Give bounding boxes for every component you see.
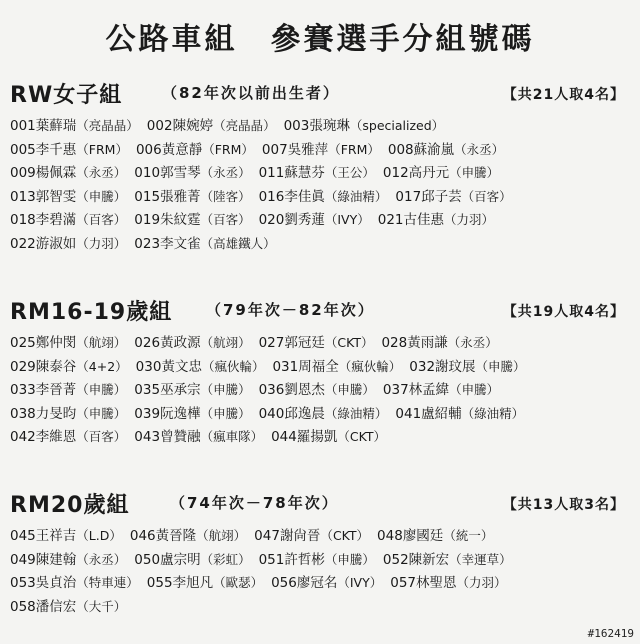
- athlete-entry: [259, 548, 375, 568]
- section-rm20: [10, 488, 635, 618]
- entry-row: [10, 138, 635, 162]
- team-name: （瘋伙輪）: [338, 358, 402, 374]
- race-number: 033: [10, 382, 36, 398]
- race-number: 021: [377, 212, 404, 228]
- team-name: （4+2）: [76, 358, 128, 374]
- athlete-entry: [254, 524, 369, 544]
- race-number: 001: [10, 118, 36, 134]
- athlete-entry: [259, 185, 388, 205]
- team-name: （歐瑟）: [213, 575, 264, 590]
- team-name: （王公）: [324, 165, 375, 180]
- athlete-entry: [383, 161, 499, 181]
- team-name: （FRM）: [202, 141, 254, 157]
- entry-list: [10, 331, 635, 449]
- team-name: （FRM）: [76, 141, 128, 157]
- race-number: 030: [135, 358, 162, 375]
- group-quota: 【共19人取4名】: [502, 304, 625, 320]
- team-name: （百客）: [200, 212, 251, 227]
- athlete-entry: [10, 548, 126, 568]
- team-name: （百客）: [461, 188, 512, 204]
- race-number: 008: [387, 141, 414, 158]
- athlete-entry: [377, 524, 493, 544]
- race-number: 046: [129, 528, 156, 544]
- athlete-entry: [259, 331, 374, 351]
- race-number: 012: [382, 165, 409, 181]
- athlete-name: 楊佩霖: [35, 165, 77, 181]
- athlete-entry: [10, 185, 126, 205]
- athlete-name: 曾贊融: [160, 429, 201, 445]
- race-number: 015: [134, 188, 161, 205]
- team-name: （航翊）: [200, 335, 251, 350]
- athlete-entry: [259, 161, 375, 181]
- athlete-entry: [395, 402, 524, 422]
- team-name: （航翊）: [76, 335, 127, 350]
- athlete-name: 巫承宗: [160, 382, 201, 398]
- section-header: [10, 295, 635, 325]
- athlete-entry: [262, 138, 380, 158]
- athlete-entry: [259, 378, 375, 398]
- athlete-name: 許哲彬: [284, 551, 325, 568]
- race-number: 018: [10, 212, 36, 228]
- athlete-entry: [134, 548, 250, 568]
- team-name: （申騰）: [76, 405, 127, 421]
- athlete-name: 張雅菁: [160, 188, 201, 205]
- race-number: 003: [283, 118, 310, 134]
- entry-row: [10, 571, 635, 595]
- race-number: 038: [10, 405, 36, 422]
- athlete-name: 李碧滿: [35, 212, 77, 228]
- team-name: （瘋伙輪）: [201, 358, 265, 374]
- athlete-name: 郭冠廷: [284, 335, 325, 351]
- athlete-name: 黃文忠: [161, 358, 202, 375]
- team-name: （永丞）: [454, 141, 505, 157]
- athlete-entry: [134, 378, 250, 398]
- athlete-name: 葉蘚瑞: [35, 118, 77, 134]
- race-number: 009: [10, 165, 36, 181]
- race-number: 036: [258, 382, 285, 398]
- group-years: （74年次－78年次）: [170, 494, 339, 512]
- team-name: （CKT）: [320, 528, 370, 543]
- athlete-name: 潘信宏: [35, 598, 77, 615]
- athlete-entry: [147, 114, 276, 134]
- athlete-entry: [134, 161, 250, 181]
- team-name: （綠油精）: [324, 188, 388, 204]
- athlete-entry: [10, 114, 139, 134]
- athlete-entry: [10, 161, 126, 181]
- entry-row: [10, 425, 635, 449]
- athlete-name: 盧紹輔: [421, 405, 462, 422]
- team-name: （永丞）: [76, 551, 127, 567]
- athlete-name: 羅揚凱: [296, 429, 338, 445]
- team-name: （申騰）: [324, 382, 375, 397]
- athlete-entry: [10, 331, 126, 351]
- athlete-entry: [383, 378, 499, 398]
- entry-row: [10, 232, 635, 256]
- race-number: 047: [254, 528, 280, 544]
- athlete-entry: [134, 425, 263, 445]
- athlete-entry: [10, 232, 126, 252]
- race-number: 005: [10, 141, 36, 158]
- athlete-name: 李維恩: [35, 429, 77, 445]
- athlete-name: 李佳眞: [284, 188, 325, 205]
- athlete-name: 盧宗明: [160, 551, 201, 568]
- page-title: 公路車組 參賽選手分組號碼: [105, 22, 535, 57]
- team-name: （IVY）: [324, 212, 370, 227]
- group-quota: 【共21人取4名】: [502, 87, 625, 103]
- race-number: 048: [377, 528, 403, 544]
- entry-row: [10, 331, 635, 355]
- athlete-entry: [10, 355, 128, 375]
- athlete-name: 黃晉隆: [155, 528, 197, 544]
- team-name: （瘋車隊）: [200, 429, 264, 444]
- race-number: 037: [382, 382, 409, 398]
- athlete-name: 陳建翰: [35, 551, 77, 568]
- race-number: 028: [381, 335, 408, 351]
- team-name: （力羽）: [444, 212, 495, 227]
- group-name: RM16-19歲組: [10, 300, 173, 325]
- athlete-entry: [134, 402, 250, 422]
- entry-row: [10, 378, 635, 402]
- athlete-entry: [136, 138, 254, 158]
- team-name: （specialized）: [349, 118, 445, 133]
- entry-row: [10, 114, 635, 138]
- race-number: 026: [134, 335, 161, 351]
- race-number: 043: [134, 429, 161, 445]
- team-name: （IVY）: [337, 575, 383, 590]
- team-name: （亮晶晶）: [76, 118, 139, 133]
- entry-row: [10, 402, 635, 426]
- section-rw-women: [10, 78, 635, 255]
- athlete-entry: [134, 331, 250, 351]
- race-number: 056: [271, 575, 297, 591]
- athlete-name: 阮逸樺: [160, 405, 201, 422]
- team-name: （申騰）: [76, 382, 127, 397]
- team-name: （申騰）: [475, 358, 526, 374]
- team-name: （申騰）: [76, 188, 127, 204]
- race-number: 044: [271, 429, 297, 445]
- athlete-entry: [271, 571, 382, 591]
- team-name: （航翊）: [196, 528, 247, 543]
- entry-list: [10, 524, 635, 618]
- race-number: 019: [134, 212, 161, 228]
- athlete-entry: [10, 425, 126, 445]
- entry-row: [10, 548, 635, 572]
- athlete-name: 吳貞治: [35, 575, 77, 591]
- team-name: （綠油精）: [324, 405, 388, 421]
- athlete-entry: [409, 355, 525, 375]
- team-name: （特車連）: [76, 575, 139, 590]
- athlete-entry: [10, 524, 122, 544]
- athlete-entry: [381, 331, 497, 351]
- athlete-name: 謝玟展: [435, 358, 476, 375]
- athlete-entry: [259, 208, 370, 228]
- race-number: 013: [10, 188, 36, 205]
- athlete-name: 高丹元: [408, 165, 450, 181]
- team-name: （百客）: [76, 212, 127, 227]
- team-name: （永丞）: [200, 165, 251, 180]
- athlete-entry: [284, 114, 445, 134]
- team-name: （綠油精）: [461, 405, 525, 421]
- athlete-entry: [388, 138, 504, 158]
- team-name: （大千）: [76, 598, 127, 614]
- athlete-entry: [10, 208, 126, 228]
- race-number: 010: [134, 165, 161, 181]
- team-name: （彩虹）: [200, 551, 251, 567]
- race-number: 007: [261, 141, 288, 158]
- team-name: （CKT）: [337, 429, 386, 444]
- team-name: （永丞）: [447, 335, 498, 350]
- athlete-entry: [134, 208, 250, 228]
- athlete-entry: [136, 355, 265, 375]
- team-name: （申騰）: [200, 382, 251, 397]
- athlete-name: 邱子芸: [421, 188, 462, 205]
- team-name: （高雄鐵人）: [200, 235, 276, 251]
- athlete-entry: [10, 571, 139, 591]
- race-number: 002: [146, 118, 173, 134]
- race-number: 016: [258, 188, 285, 205]
- race-number: 031: [272, 358, 299, 375]
- athlete-name: 黃政源: [160, 335, 201, 351]
- team-name: （統一）: [443, 528, 494, 543]
- athlete-name: 鄭仲閔: [35, 335, 77, 351]
- athlete-entry: [259, 402, 388, 422]
- section-header: [10, 488, 635, 518]
- team-name: （亮晶晶）: [213, 118, 276, 133]
- section-header: [10, 78, 635, 108]
- athlete-name: 張琬琳: [309, 118, 350, 134]
- race-number: 006: [135, 141, 162, 158]
- race-number: 017: [395, 188, 422, 205]
- race-number: 055: [146, 575, 173, 591]
- athlete-name: 周福全: [298, 358, 339, 375]
- athlete-name: 朱紋霆: [160, 212, 201, 228]
- race-number: 022: [10, 235, 36, 252]
- athlete-name: 林孟緯: [408, 382, 450, 398]
- athlete-name: 游淑如: [35, 235, 77, 252]
- race-number: 045: [10, 528, 36, 544]
- team-name: （陸客）: [200, 188, 251, 204]
- race-number: 041: [395, 405, 422, 422]
- athlete-name: 謝尙晉: [279, 528, 321, 544]
- race-number: 025: [10, 335, 36, 351]
- team-name: （申騰）: [449, 165, 500, 180]
- team-name: （力羽）: [76, 235, 127, 251]
- athlete-entry: [10, 378, 126, 398]
- athlete-name: 李千惠: [35, 141, 77, 158]
- race-number: 042: [10, 429, 36, 445]
- team-name: （永丞）: [76, 165, 127, 180]
- race-number: 039: [134, 405, 161, 422]
- team-name: （FRM）: [328, 141, 380, 157]
- race-number: 051: [258, 551, 285, 568]
- team-name: （力羽）: [456, 575, 507, 590]
- athlete-name: 黃雨謙: [407, 335, 448, 351]
- entry-row: [10, 161, 635, 185]
- athlete-name: 劉秀蓮: [284, 212, 325, 228]
- team-name: （申騰）: [324, 551, 375, 567]
- athlete-entry: [383, 548, 512, 568]
- athlete-name: 劉恩杰: [284, 382, 325, 398]
- team-name: （幸運草）: [449, 551, 512, 567]
- athlete-name: 陳新宏: [408, 551, 450, 568]
- group-years: （82年次以前出生者）: [162, 84, 340, 102]
- race-number: 052: [382, 551, 409, 568]
- section-rm16-19: [10, 295, 635, 449]
- athlete-name: 蘇渝嵐: [413, 141, 455, 158]
- athlete-name: 力旻昀: [35, 405, 77, 422]
- athlete-name: 邱逸晨: [284, 405, 325, 422]
- athlete-name: 王祥吉: [35, 528, 77, 544]
- athlete-entry: [10, 402, 126, 422]
- athlete-entry: [271, 425, 386, 445]
- race-number: 020: [258, 212, 285, 228]
- athlete-entry: [378, 208, 494, 228]
- athlete-name: 廖冠名: [296, 575, 338, 591]
- athlete-name: 李文雀: [160, 235, 201, 252]
- athlete-entry: [10, 595, 126, 615]
- race-number: 049: [10, 551, 36, 568]
- team-name: （申騰）: [200, 405, 251, 421]
- team-name: （百客）: [76, 429, 127, 444]
- athlete-name: 郭雪琴: [160, 165, 201, 181]
- race-number: 029: [10, 358, 36, 375]
- athlete-name: 蘇慧芬: [284, 165, 325, 181]
- race-number: 058: [10, 598, 36, 615]
- athlete-entry: [130, 524, 246, 544]
- athlete-name: 林聖恩: [416, 575, 457, 591]
- race-number: 050: [134, 551, 161, 568]
- entry-row: [10, 185, 635, 209]
- entry-row: [10, 595, 635, 619]
- team-name: （申騰）: [449, 382, 500, 397]
- entry-row: [10, 524, 635, 548]
- team-name: （L.D）: [76, 528, 122, 543]
- athlete-entry: [272, 355, 401, 375]
- athlete-name: 古佳惠: [403, 212, 445, 228]
- athlete-name: 陳泰谷: [35, 358, 77, 375]
- entry-row: [10, 208, 635, 232]
- athlete-name: 黃意靜: [161, 141, 203, 158]
- athlete-entry: [395, 185, 511, 205]
- race-number: 011: [258, 165, 285, 181]
- athlete-entry: [134, 232, 275, 252]
- athlete-name: 廖國廷: [402, 528, 444, 544]
- team-name: （CKT）: [324, 335, 374, 350]
- athlete-entry: [10, 138, 128, 158]
- race-number: 057: [390, 575, 417, 591]
- athlete-entry: [390, 571, 506, 591]
- watermark: #162419: [587, 627, 634, 640]
- athlete-name: 李旭凡: [172, 575, 214, 591]
- race-number: 035: [134, 382, 161, 398]
- race-number: 053: [10, 575, 36, 591]
- group-name: RM20歲組: [10, 493, 130, 518]
- race-number: 040: [258, 405, 285, 422]
- athlete-entry: [134, 185, 250, 205]
- athlete-name: 陳婉婷: [172, 118, 214, 134]
- entry-row: [10, 355, 635, 379]
- group-name: RW女子組: [10, 83, 123, 108]
- athlete-name: 李晉菁: [35, 382, 77, 398]
- race-number: 027: [258, 335, 285, 351]
- race-number: 032: [409, 358, 436, 375]
- athlete-entry: [147, 571, 263, 591]
- race-number: 023: [134, 235, 161, 252]
- group-quota: 【共13人取3名】: [502, 497, 625, 513]
- entry-list: [10, 114, 635, 255]
- athlete-name: 吳雅萍: [287, 141, 329, 158]
- athlete-name: 郭智雯: [35, 188, 77, 205]
- group-years: （79年次－82年次）: [206, 301, 375, 319]
